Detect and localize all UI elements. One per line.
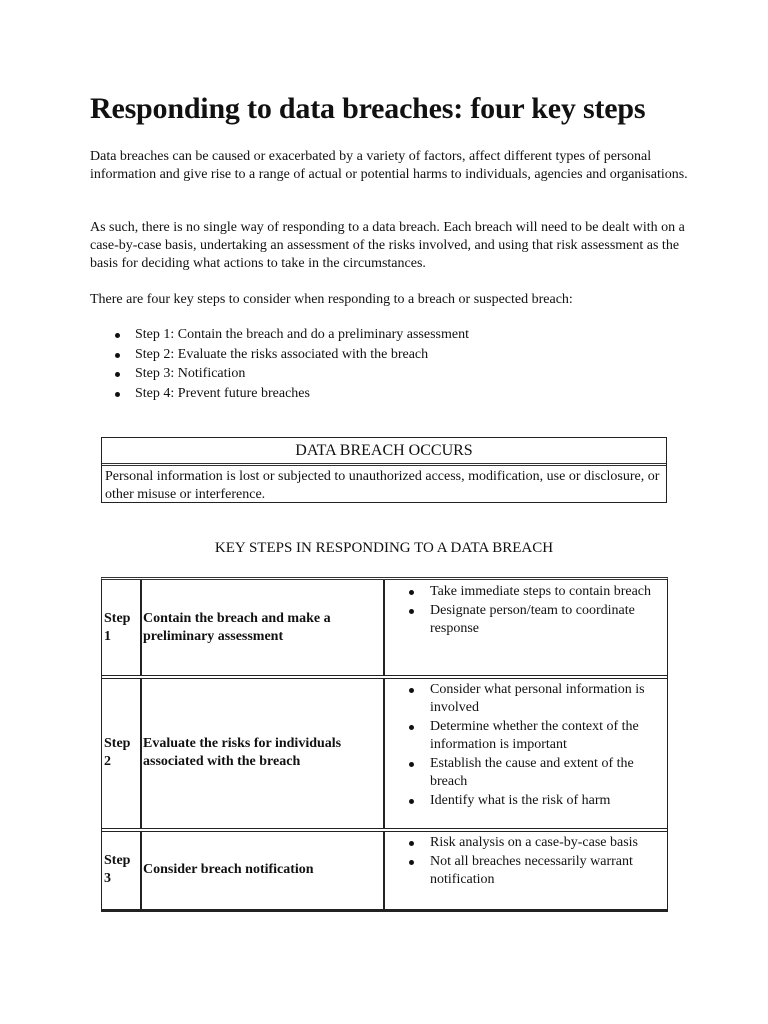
step-description: Contain the breach and make a preliminary assessment (142, 580, 385, 675)
list-item: Step 1: Contain the breach and do a preliminary assessment (90, 325, 469, 345)
list-item: Step 3: Notification (90, 364, 469, 384)
intro-paragraph: Data breaches can be caused or exacerbated by a variety of factors, affect different types of personal information and give rise to a range of actual or potential harms to individuals, agencies and organisations. (90, 149, 688, 182)
step-description: Consider breach notification (142, 831, 385, 909)
table-row (102, 580, 667, 676)
list-item: Consider what personal information is involved (385, 681, 659, 717)
data-breach-occurs-box (101, 437, 667, 503)
breach-box-heading: DATA BREACH OCCURS (102, 438, 666, 466)
list-item: Identify what is the risk of harm (385, 792, 659, 810)
table-row (102, 676, 667, 829)
table-row (102, 829, 667, 911)
list-item: Risk analysis on a case-by-case basis (385, 834, 659, 852)
step-actions (385, 580, 667, 675)
step-description: Evaluate the risks for individuals associated with the breach (142, 678, 385, 828)
page-title: Responding to data breaches: four key steps (90, 92, 646, 125)
list-item: Step 2: Evaluate the risks associated with the breach (90, 345, 469, 365)
list-item: Determine whether the context of the information is important (385, 718, 659, 754)
list-item: Designate person/team to coordinate response (385, 602, 659, 638)
step-actions (385, 831, 667, 909)
steps-intro-paragraph: There are four key steps to consider when responding to a breach or suspected breach: (90, 292, 573, 307)
step-number: Step 2 (102, 678, 142, 828)
step-number: Step 3 (102, 831, 142, 909)
steps-table-heading: KEY STEPS IN RESPONDING TO A DATA BREACH (214, 540, 554, 556)
list-item: Not all breaches necessarily warrant notification (385, 853, 659, 889)
breach-box-body: Personal information is lost or subjected to unauthorized access, modification, use or disclosure, or other misuse or interference. (105, 469, 660, 502)
step-number: Step 1 (102, 580, 142, 675)
approach-paragraph: As such, there is no single way of responding to a data breach. Each breach will need to be dealt with on a case-by-case basis, undertaking an assessment of the risks involved, and using that risk assessment as the basis for deciding what actions to take in the circumstances. (90, 220, 685, 271)
list-item: Establish the cause and extent of the breach (385, 755, 659, 791)
step-actions (385, 678, 667, 828)
list-item: Step 4: Prevent future breaches (90, 384, 469, 404)
key-steps-list (90, 325, 469, 403)
key-steps-table (101, 577, 668, 912)
list-item: Take immediate steps to contain breach (385, 583, 659, 601)
